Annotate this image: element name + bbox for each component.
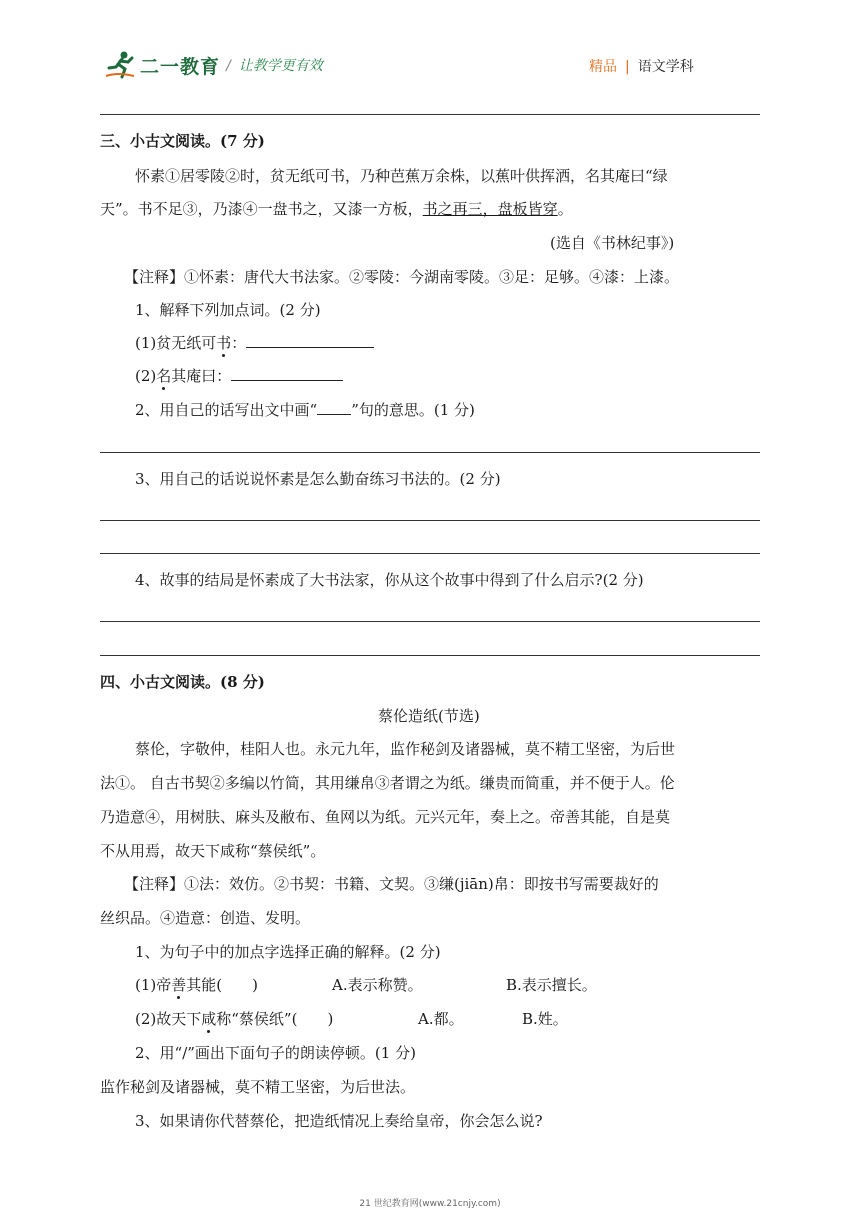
passage-title: 蔡伦造纸(节选) (378, 707, 480, 725)
section4-passage-line4: 不从用焉，故天下咸称“蔡侯纸”。 (100, 842, 326, 860)
answer-line[interactable] (100, 553, 760, 554)
section3-q1-item2: (2)名其庵曰： (135, 365, 343, 387)
section3-passage-line1: 怀素①居零陵②时，贫无纸可书，乃种芭蕉万余株，以蕉叶供挥洒，名其庵曰“绿 (135, 167, 668, 185)
underline-marker (317, 400, 351, 415)
section4-passage-line3: 乃造意④，用树肤、麻头及敝布、鱼网以为纸。元兴元年，奏上之。帝善其能，自是莫 (100, 808, 671, 826)
slogan-text: 让教学更有效 (238, 58, 323, 74)
answer-line[interactable] (100, 621, 760, 622)
answer-line[interactable] (100, 452, 760, 453)
option-b: B.表示擅长。 (506, 976, 597, 994)
section3-title: 三、小古文阅读。(7 分) (100, 132, 265, 150)
section4-notes-line2: 丝织品。④造意：创造、发明。 (100, 909, 311, 927)
answer-line[interactable] (100, 520, 760, 521)
section4-q2: 2、用“/”画出下面句子的朗读停顿。(1 分) (135, 1044, 416, 1062)
dotted-char: 书 (216, 334, 232, 352)
brand-tag: 精品 | 语文学科 (589, 59, 694, 75)
dotted-char: 名 (156, 367, 172, 385)
answer-line[interactable] (100, 655, 760, 656)
dotted-char: 善 (171, 976, 187, 994)
logo (104, 48, 220, 82)
section3-passage-line2: 天”。书不足③，乃漆④一盘书之，又漆一方板，书之再三，盘板皆穿。 (100, 200, 573, 218)
section4-passage-line1: 蔡伦，字敬仲，桂阳人也。永元九年，监作秘剑及诸器械，莫不精工坚密，为后世 (135, 740, 676, 758)
header-divider (100, 114, 760, 115)
section3-q4: 4、故事的结局是怀素成了大书法家，你从这个故事中得到了什么启示?(2 分) (135, 571, 644, 589)
section4-passage-line2: 法①。 自古书契②多编以竹简，其用缣帛③者谓之为纸。缣贵而简重，并不便于人。伦 (100, 774, 675, 792)
dotted-char: 咸 (201, 1010, 217, 1028)
option-b: B.姓。 (522, 1010, 568, 1028)
page-footer: 21 世纪教育网(www.21cnjy.com) (359, 1199, 501, 1209)
subject-label: 语文学科 (637, 59, 694, 75)
page-header (0, 0, 860, 110)
underlined-sentence: 书之再三，盘板皆穿 (422, 200, 558, 218)
brand-quality: 精品 (589, 59, 617, 75)
option-a: A.表示称赞。 (332, 976, 423, 994)
section4-q2-sentence: 监作秘剑及诸器械，莫不精工坚密，为后世法。 (100, 1078, 416, 1096)
logo-text: 二一教育 (140, 55, 221, 78)
section4-q1: 1、为句子中的加点字选择正确的解释。(2 分) (135, 943, 441, 961)
answer-blank[interactable] (246, 333, 374, 348)
section4-q1-item1: (1)帝善其能( ) (135, 976, 258, 994)
section3-q2: 2、用自己的话写出文中画“ ”句的意思。(1 分) (135, 401, 475, 419)
running-man-logo-icon (104, 50, 136, 80)
section3-source: (选自《书林纪事》) (550, 234, 675, 252)
section4-notes-line1: 【注释】①法：效仿。②书契：书籍、文契。③缣(jiān)帛：即按书写需要裁好的 (124, 875, 659, 893)
answer-blank[interactable] (231, 366, 343, 381)
section4-title: 四、小古文阅读。(8 分) (100, 673, 265, 691)
section4-q3: 3、如果请你代替蔡伦，把造纸情况上奏给皇帝，你会怎么说? (135, 1112, 543, 1130)
slogan: / 让教学更有效 (226, 58, 323, 74)
section3-notes: 【注释】①怀素：唐代大书法家。②零陵：今湖南零陵。③足：足够。④漆：上漆。 (124, 268, 680, 286)
section3-q3: 3、用自己的话说说怀素是怎么勤奋练习书法的。(2 分) (135, 470, 501, 488)
section3-q1: 1、解释下列加点词。(2 分) (135, 301, 321, 319)
section4-q1-item2: (2)故天下咸称“蔡侯纸”( ) (135, 1010, 334, 1028)
section3-q1-item1: (1)贫无纸可书： (135, 332, 374, 354)
option-a: A.都。 (418, 1010, 464, 1028)
